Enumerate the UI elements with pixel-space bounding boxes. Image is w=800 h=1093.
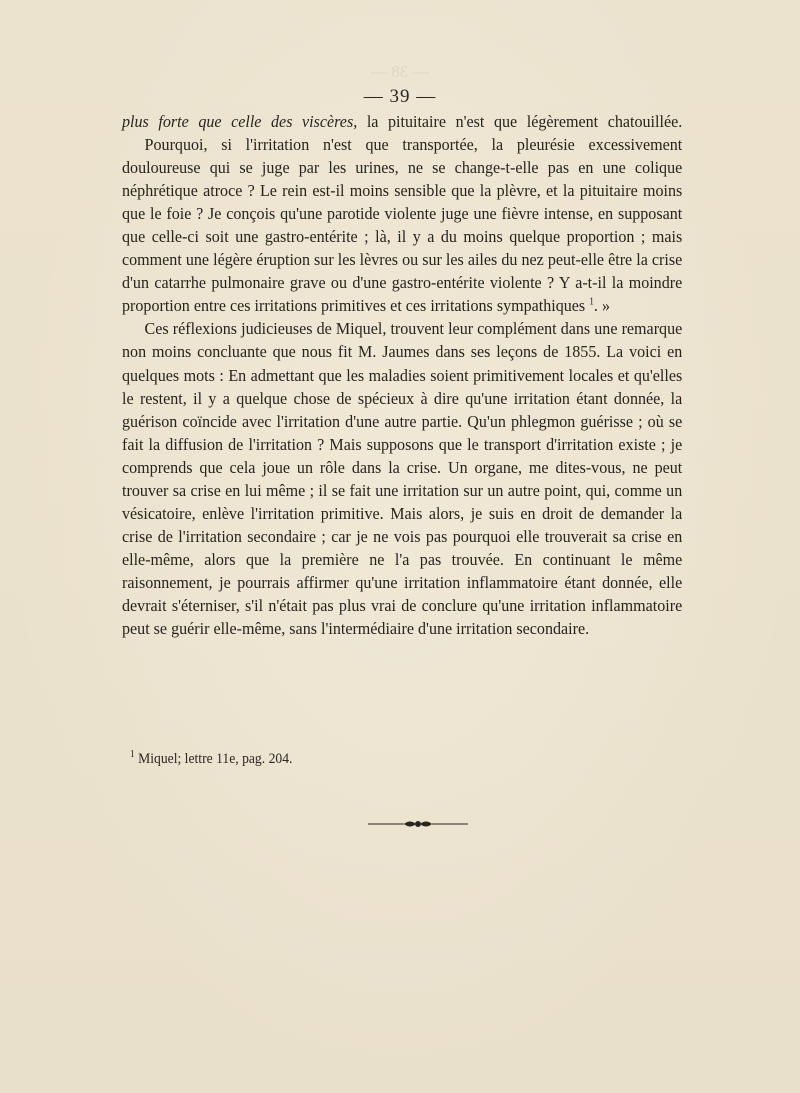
paragraph-1-text: Pourquoi, si l'irritation n'est que transportée, la pleurésie excessivement douloureuse qui se juge par les urines, ne se change-t-elle pas en une colique néphrétique atroce ? Le rein est-il moins sensible que la plèvre, et la pituitaire moins que le foie ? Je conçois qu'une parotide violente juge une fièvre intense, en supposant que celle-ci soit une gastro-entérite ; là, il y a du moins quelque proportion ; mais comment une légère éruption sur les lèvres ou sur les ailes du nez peut-elle être la crise d'un catarrhe pulmonaire grave ou d'une gastro-entérite violente ? Y a-t-il la moindre proportion entre ces irritations primitives et ces irritations sympathiques xyxy=(122,135,683,316)
bleed-through: — 38 — xyxy=(370,62,430,81)
intro-italic: plus forte que celle des viscères, xyxy=(122,112,358,131)
footnote-mark: 1 xyxy=(130,749,135,761)
paragraph-2 xyxy=(122,317,682,640)
page-number: — 39 — xyxy=(363,86,437,107)
footnote-text: Miquel; lettre 11e, pag. 204. xyxy=(134,751,293,767)
ornament-divider-icon xyxy=(368,818,468,830)
intro-rest: la pituitaire n'est que légèrement chatouillée. xyxy=(357,112,683,131)
footnote-ref: 1 xyxy=(589,296,594,308)
paragraph-1 xyxy=(122,133,682,317)
paragraph-2-text: Ces réflexions judicieuses de Miquel, trouvent leur complément dans une remarque non moins concluante que nous fit M. Jaumes dans ses leçons de 1855. La voici en quelques mots : En admettant que les maladies soient primitivement locales et qu'elles le restent, il y a quelque chose de spécieux à dire qu'une irritation étant donnée, la guérison coïncide avec l'irritation d'une autre partie. Qu'un phlegmon guérisse ; où se fait la diffusion de l'irritation ? Mais supposons que le transport d'irritation existe ; je comprends que cela joue un rôle dans la crise. Un organe, me dites-vous, ne peut trouver sa crise en lui même ; il se fait une irritation sur un autre point, qui, comme un vésicatoire, enlève l'irritation primitive. Mais alors, je suis en droit de demander la crise de l'irritation secondaire ; car je ne vois pas pourquoi elle trouverait sa crise en elle-même, alors que la première ne l'a pas trouvée. En continuant le même raisonnement, je pourrais affirmer qu'une irritation inflammatoire étant donnée, elle devrait s'éterniser, s'il n'était pas plus vrai de conclure qu'une irritation inflammatoire peut se guérir elle-même, sans l'intermédiaire d'une irritation secondaire. xyxy=(122,319,683,639)
footnote xyxy=(130,751,292,768)
paragraph-1-end: . » xyxy=(593,296,610,316)
intro-line xyxy=(122,110,682,133)
main-text xyxy=(122,110,682,640)
